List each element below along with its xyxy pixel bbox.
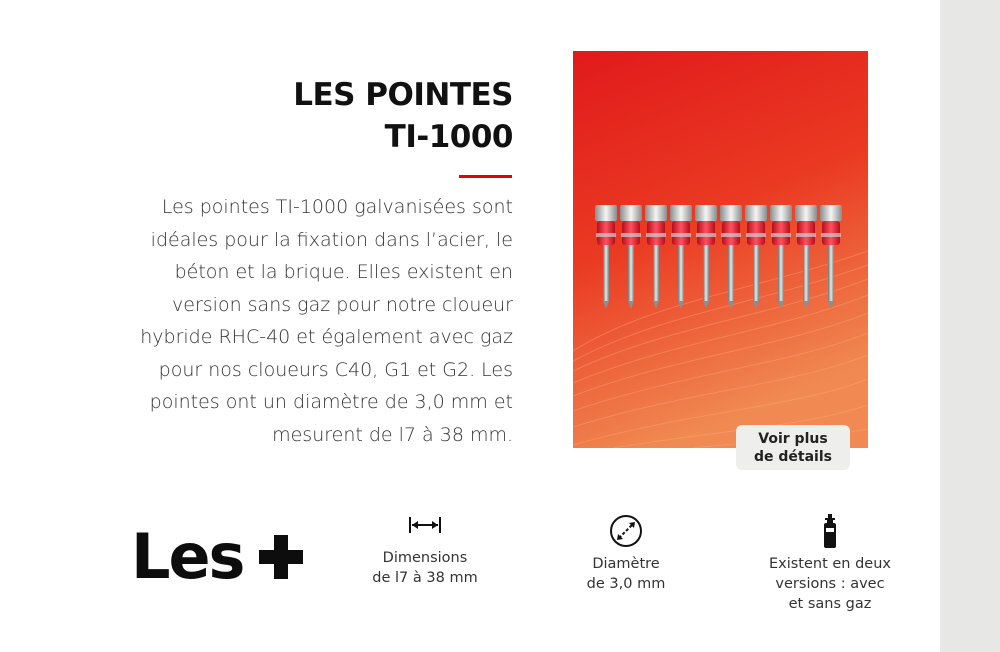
feature-versions xyxy=(760,514,900,614)
see-more-details-line-1: Voir plus xyxy=(758,430,828,447)
feature-diameter-line-2: de 3,0 mm xyxy=(586,576,666,592)
gas-cartridge-icon xyxy=(823,514,837,548)
feature-diameter xyxy=(556,514,696,594)
advantages-heading-text: Les xyxy=(131,520,244,593)
feature-versions-line-3: et sans gaz xyxy=(788,596,872,612)
feature-dimensions-line-2: de l7 à 38 mm xyxy=(372,570,478,586)
page-title xyxy=(230,74,513,158)
nail-strip-illustration xyxy=(573,51,868,448)
page-title-line-2: TI-1000 xyxy=(384,119,513,155)
product-image[interactable] xyxy=(573,51,868,448)
right-gutter xyxy=(940,0,1000,652)
diameter-icon xyxy=(609,514,643,548)
product-description: Les pointes TI-1000 galvanisées sont idéales pour la fixation dans l’acier, le béton et la brique. Elles existent en version sans gaz pour notre cloueur hybride RHC-40 et également avec gaz pour nos cloueurs C40, G1 et G2. Les pointes ont un diamètre de 3,0 mm et mesurent de l7 à 38 mm. xyxy=(140,196,513,446)
title-underline xyxy=(459,175,512,178)
plus-icon xyxy=(257,533,305,581)
see-more-details-line-2: de détails xyxy=(754,448,832,465)
feature-diameter-line-1: Diamètre xyxy=(592,556,660,572)
feature-versions-line-2: versions : avec xyxy=(775,576,885,592)
dimensions-icon xyxy=(407,514,443,536)
page-title-line-1: LES POINTES xyxy=(293,77,513,113)
feature-dimensions xyxy=(355,514,495,588)
advantages-heading xyxy=(131,522,305,592)
feature-dimensions-line-1: Dimensions xyxy=(382,550,468,566)
feature-versions-line-1: Existent en deux xyxy=(768,556,892,572)
see-more-details-button[interactable] xyxy=(736,425,850,470)
